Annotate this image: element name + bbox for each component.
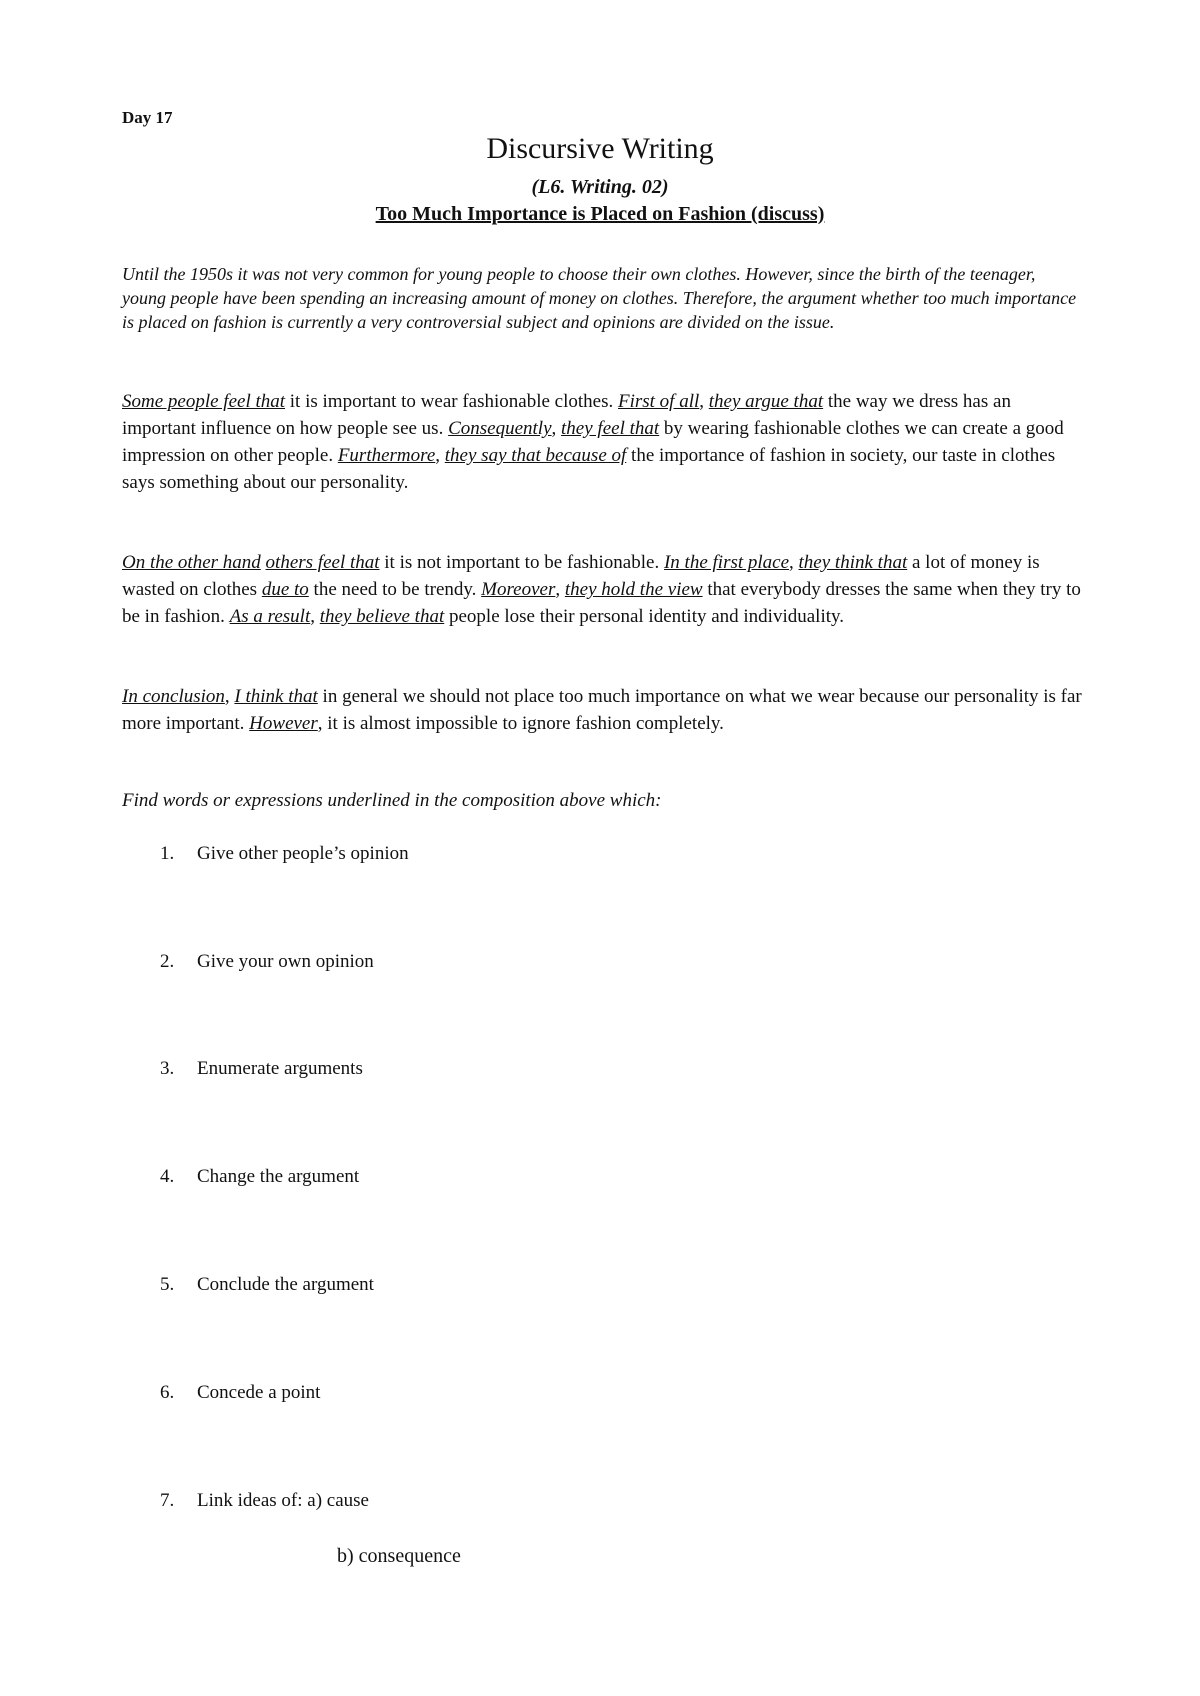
underlined-expression: they believe that xyxy=(319,606,445,627)
essay-topic: Too Much Importance is Placed on Fashion (discuss) xyxy=(375,203,825,225)
underlined-expression: others feel that xyxy=(265,552,380,573)
question-item xyxy=(160,951,374,973)
underlined-expression: they think that xyxy=(798,552,908,573)
text-run: people lose their personal identity and individuality. xyxy=(444,606,845,627)
text-run: , it is almost impossible to ignore fashion completely. xyxy=(317,713,724,734)
question-text: Enumerate arguments xyxy=(197,1058,363,1079)
question-item xyxy=(160,1382,320,1404)
question-text: Give other people’s opinion xyxy=(197,843,409,864)
text-run: , xyxy=(435,445,445,466)
question-text: Concede a point xyxy=(197,1382,321,1403)
question-7b-text: b) consequence xyxy=(337,1545,461,1567)
text-run: it is not important to be fashionable. xyxy=(379,552,664,573)
question-item xyxy=(160,843,409,865)
document-subtitle: (L6. Writing. 02) xyxy=(531,176,669,198)
question-number: 6. xyxy=(160,1382,175,1403)
text-run: , xyxy=(699,391,709,412)
text-run: it is important to wear fashionable clothes. xyxy=(285,391,618,412)
underlined-expression: Furthermore xyxy=(337,445,436,466)
underlined-expression: Some people feel that xyxy=(122,391,286,412)
underlined-expression: they say that because of xyxy=(444,445,627,466)
intro-paragraph: Until the 1950s it was not very common for young people to choose their own clothes. However, since the birth of the teenager, young people have been spending an increasing amount of money on clothes. Therefore, the argument whether too much importance is placed on fashion is currently a very controversial subject and opinions are divided on the issue. xyxy=(122,264,1077,332)
text-run: by wearing fashionable clothes we can create a good impression on other people. xyxy=(122,418,1064,466)
question-number: 4. xyxy=(160,1166,175,1187)
underlined-expression: due to xyxy=(261,579,309,600)
paragraph-against xyxy=(122,549,1082,630)
underlined-expression: Consequently xyxy=(448,418,552,439)
text-run: the need to be trendy. xyxy=(308,579,482,600)
text-run: , xyxy=(555,579,565,600)
question-text: Conclude the argument xyxy=(197,1274,374,1295)
text-run: a lot of money is wasted on clothes xyxy=(122,552,1040,600)
question-number: 1. xyxy=(160,843,175,864)
question-text: Give your own opinion xyxy=(197,951,374,972)
underlined-expression: Moreover xyxy=(481,579,556,600)
text-run: in general we should not place too much importance on what we wear because our personality is far more important. xyxy=(122,686,1082,734)
text-run: , xyxy=(551,418,562,439)
text-run: the importance of fashion in society, our taste in clothes says something about our personality. xyxy=(122,445,1056,493)
question-item xyxy=(160,1274,374,1296)
underlined-expression: they argue that xyxy=(708,391,824,412)
document-title: Discursive Writing xyxy=(486,132,714,165)
underlined-expression: In the first place xyxy=(663,552,790,573)
question-number: 5. xyxy=(160,1274,175,1295)
text-run: , xyxy=(224,686,235,707)
underlined-expression: they feel that xyxy=(561,418,660,439)
paragraph-conclusion xyxy=(122,683,1082,737)
question-number: 3. xyxy=(160,1058,175,1079)
text-run: , xyxy=(789,552,799,573)
question-text: Link ideas of: a) cause xyxy=(197,1490,369,1511)
paragraph-for xyxy=(122,388,1082,496)
instruction-text: Find words or expressions underlined in the composition above which: xyxy=(122,790,662,811)
question-number: 7. xyxy=(160,1490,175,1511)
question-text: Change the argument xyxy=(197,1166,360,1187)
underlined-expression: On the other hand xyxy=(122,552,261,573)
question-item xyxy=(160,1490,369,1512)
underlined-expression: First of all xyxy=(617,391,700,412)
underlined-expression: they hold the view xyxy=(564,579,703,600)
question-item xyxy=(160,1058,363,1080)
text-run: , xyxy=(310,606,320,627)
text-run: that everybody dresses the same when they try to be in fashion. xyxy=(122,579,1081,627)
text-run: the way we dress has an important influence on how people see us. xyxy=(122,391,1011,439)
underlined-expression: In conclusion xyxy=(122,686,225,707)
underlined-expression: However xyxy=(249,713,318,734)
question-item xyxy=(160,1166,359,1188)
question-number: 2. xyxy=(160,951,175,972)
underlined-expression: I think that xyxy=(234,686,318,707)
underlined-expression: As a result xyxy=(229,606,311,627)
day-label: Day 17 xyxy=(122,108,173,127)
